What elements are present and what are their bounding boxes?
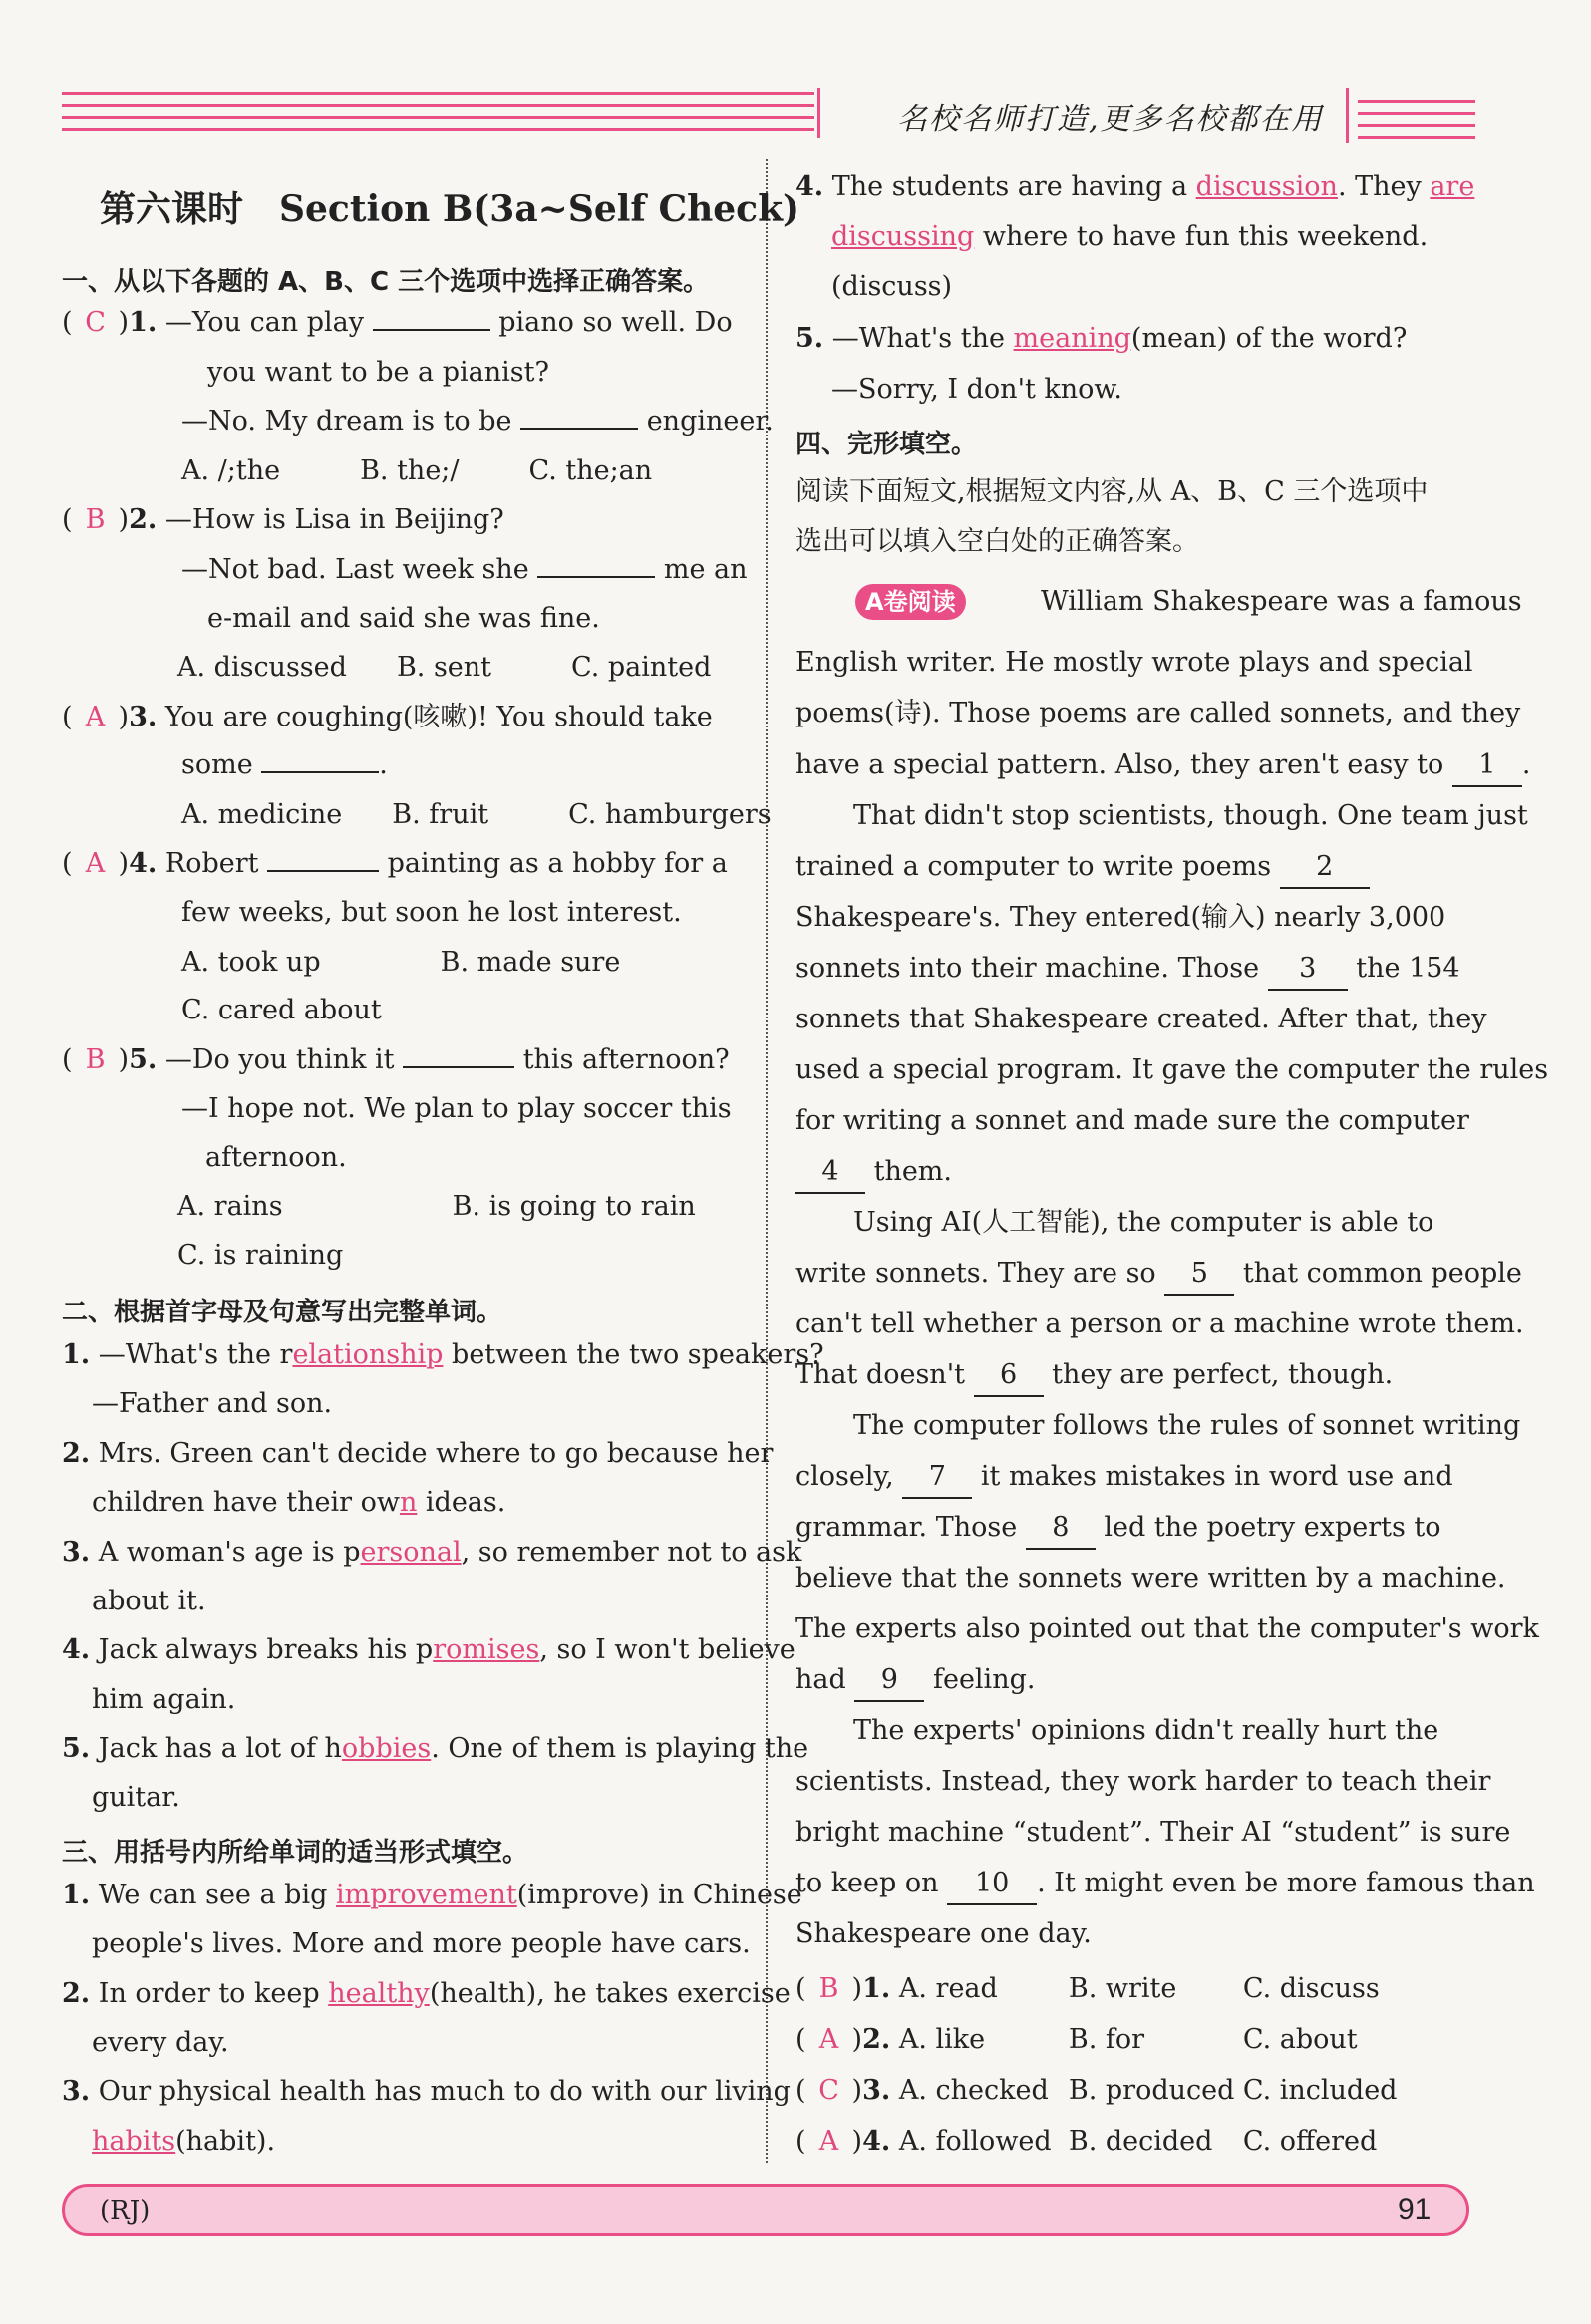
- part3-item-3: 3. Our physical health has much to do with our living: [62, 2076, 791, 2107]
- passage-line-10: used a special program. It gave the computer the rules: [796, 1054, 1549, 1085]
- passage-line-12: 4 them.: [796, 1152, 952, 1194]
- part2-item-4: 4. Jack always breaks his promises, so I won't believe: [62, 1634, 796, 1665]
- q4-options: A. took up B. made sure: [181, 947, 621, 978]
- q2-options: A. discussed B. sent C. painted: [177, 652, 712, 683]
- q5-options: A. rains B. is going to rain: [177, 1191, 696, 1222]
- passage-line-17: The computer follows the rules of sonnet writing: [853, 1410, 1521, 1441]
- q1-line2: you want to be a pianist?: [207, 357, 549, 388]
- passage-line-14: write sonnets. They are so 5 that common people: [796, 1254, 1522, 1296]
- part3-item-1: 1. We can see a big improvement(improve) in Chinese: [62, 1880, 802, 1910]
- part3-item-5: 5. —What's the meaning(mean) of the word?: [796, 323, 1408, 354]
- part3-item-4-line2: discussing where to have fun this weekend.: [831, 221, 1429, 252]
- passage-line-11: for writing a sonnet and made sure the computer: [796, 1105, 1469, 1136]
- q5-option-c: C. is raining: [177, 1240, 344, 1271]
- passage-line-7: Shakespeare's. They entered(输入) nearly 3,000: [796, 902, 1446, 933]
- part4-heading: 四、完形填空。: [796, 430, 978, 459]
- passage-line-8: sonnets into their machine. Those 3 the 154: [796, 949, 1460, 991]
- part3-item-3-line2: habits(habit).: [92, 2126, 276, 2157]
- passage-line-20: believe that the sonnets were written by a machine.: [796, 1563, 1506, 1594]
- passage-line-13: Using AI(人工智能), the computer is able to: [853, 1207, 1434, 1238]
- footer-bar: [62, 2184, 1469, 2236]
- column-divider: [766, 159, 768, 2163]
- passage-line-18: closely, 7 it makes mistakes in word use and: [796, 1457, 1453, 1499]
- part3-item-5-extra: —Sorry, I don't know.: [831, 374, 1122, 405]
- passage-line-25: bright machine “student”. Their AI “student” is sure: [796, 1817, 1511, 1848]
- part4-intro-1: 阅读下面短文,根据短文内容,从 A、B、C 三个选项中: [796, 476, 1429, 507]
- edition-label: (RJ): [100, 2196, 151, 2226]
- part2-heading: 二、根据首字母及句意写出完整单词。: [62, 1298, 503, 1327]
- part3-item-4-extra: (discuss): [831, 271, 953, 302]
- question-1: ( C )1. —You can play piano so well. Do: [62, 307, 733, 338]
- choice-row-3: ( C )3. A. checked B. produced C. included: [796, 2075, 1398, 2106]
- question-3: ( A )3. You are coughing(咳嗽)! You should take: [62, 702, 713, 732]
- part2-item-3: 3. A woman's age is personal, so remember not to ask: [62, 1537, 802, 1568]
- passage-line-5: That didn't stop scientists, though. One team just: [853, 800, 1528, 831]
- part2-item-1: 1. —What's the relationship between the two speakers?: [62, 1339, 824, 1370]
- passage-line-1: William Shakespeare was a famous: [1041, 586, 1522, 617]
- part2-item-2: 2. Mrs. Green can't decide where to go because her: [62, 1438, 774, 1469]
- reading-badge: A卷阅读: [855, 584, 966, 620]
- choice-row-1: ( B )1. A. read B. write C. discuss: [796, 1973, 1380, 2004]
- passage-line-26: to keep on 10 . It might even be more famous than: [796, 1864, 1535, 1905]
- passage-line-2: English writer. He mostly wrote plays and special: [796, 647, 1473, 678]
- passage-line-3: poems(诗). Those poems are called sonnets, and they: [796, 698, 1521, 728]
- part2-item-2-line2: children have their own ideas.: [92, 1487, 506, 1518]
- page-number: 91: [1398, 2193, 1432, 2226]
- q3-options: A. medicine B. fruit C. hamburgers: [181, 799, 772, 830]
- part2-item-4-extra: him again.: [92, 1684, 236, 1715]
- part2-item-5-extra: guitar.: [92, 1782, 180, 1813]
- header-slogan: 名校名师打造,更多名校都在用: [897, 102, 1324, 137]
- passage-line-9: sonnets that Shakespeare created. After that, they: [796, 1004, 1487, 1034]
- passage-line-22: had 9 feeling.: [796, 1660, 1035, 1702]
- q4-line2: few weeks, but soon he lost interest.: [181, 897, 682, 928]
- q1-options: A. /;the B. the;/ C. the;an: [181, 455, 653, 486]
- passage-line-24: scientists. Instead, they work harder to teach their: [796, 1766, 1491, 1797]
- lesson-title: 第六课时 Section B(3a~Self Check): [100, 188, 800, 230]
- part3-item-4: 4. The students are having a discussion. They are: [796, 171, 1475, 202]
- passage-line-19: grammar. Those 8 led the poetry experts to: [796, 1508, 1441, 1550]
- q1-line3: —No. My dream is to be engineer.: [181, 406, 774, 436]
- passage-line-27: Shakespeare one day.: [796, 1918, 1092, 1949]
- q3-line2: some .: [181, 749, 388, 780]
- part3-item-2: 2. In order to keep healthy(health), he takes exercise: [62, 1978, 791, 2009]
- q4-option-c: C. cared about: [181, 995, 382, 1025]
- part2-item-1-extra: —Father and son.: [92, 1388, 333, 1419]
- passage-line-23: The experts' opinions didn't really hurt the: [853, 1715, 1439, 1746]
- q2-line3: e-mail and said she was fine.: [207, 603, 600, 634]
- part1-heading: 一、从以下各题的 A、B、C 三个选项中选择正确答案。: [62, 267, 710, 297]
- passage-line-16: That doesn't 6 they are perfect, though.: [796, 1355, 1393, 1397]
- question-4: ( A )4. Robert painting as a hobby for a: [62, 848, 728, 879]
- part4-intro-2: 选出可以填入空白处的正确答案。: [796, 526, 1199, 557]
- passage-line-4: have a special pattern. Also, they aren't easy to 1 .: [796, 745, 1530, 787]
- passage-line-21: The experts also pointed out that the computer's work: [796, 1613, 1539, 1644]
- question-5: ( B )5. —Do you think it this afternoon?: [62, 1044, 730, 1075]
- part3-item-1-extra: people's lives. More and more people have cars.: [92, 1928, 751, 1959]
- choice-row-2: ( A )2. A. like B. for C. about: [796, 2024, 1358, 2055]
- choice-row-4: ( A )4. A. followed B. decided C. offered: [796, 2126, 1378, 2157]
- part2-item-5: 5. Jack has a lot of hobbies. One of them is playing the: [62, 1733, 809, 1764]
- part3-item-2-extra: every day.: [92, 2027, 229, 2058]
- part2-item-3-extra: about it.: [92, 1586, 206, 1616]
- passage-line-6: trained a computer to write poems 2: [796, 847, 1370, 889]
- q2-line2: —Not bad. Last week she me an: [181, 554, 748, 585]
- q5-line3: afternoon.: [205, 1142, 347, 1173]
- part3-heading: 三、用括号内所给单词的适当形式填空。: [62, 1838, 529, 1868]
- q5-line2: —I hope not. We plan to play soccer this: [181, 1093, 732, 1124]
- question-2: ( B )2. —How is Lisa in Beijing?: [62, 504, 504, 535]
- passage-line-15: can't tell whether a person or a machine wrote them.: [796, 1308, 1524, 1339]
